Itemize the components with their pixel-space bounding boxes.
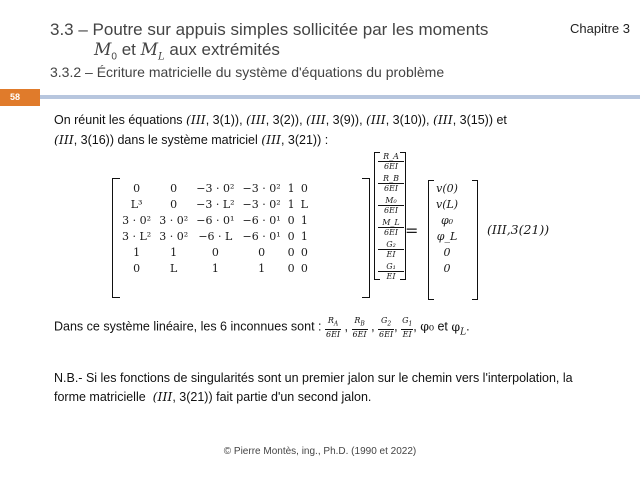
rhs-row <box>432 260 462 276</box>
matrix-cell: 3 · 0² <box>122 213 152 227</box>
matrix-cell: 0 <box>287 261 295 275</box>
rhs-row <box>432 244 462 260</box>
matrix-cell: 1 <box>258 261 266 275</box>
matrix-cell: 1 <box>133 245 141 259</box>
matrix-cell: −3 · L² <box>196 197 235 211</box>
intro-line-2: (III, 3(16)) dans le système matriciel (III, 3(21)) : <box>54 132 329 147</box>
matrix-cell: 1 <box>300 213 308 227</box>
fraction-numerator: M_L <box>378 218 404 228</box>
matrix-cell: 0 <box>287 245 295 259</box>
coefficient-matrix <box>118 180 311 276</box>
matrix-cell: 1 <box>287 197 295 211</box>
matrix-equation <box>110 150 510 280</box>
rhs-vector <box>432 180 462 276</box>
unknowns-sentence: Dans ce système linéaire, les 6 inconnues sont : $\frac{R_A}{6EI}$ , $\frac{R_B}{6EI}$ , $\frac{G_2}{6EI}$ , $\frac{G_1}{EI}$ , φ₀ et $\varphi_L$. <box>54 316 470 339</box>
rhs-cell: v(L) <box>436 197 459 211</box>
matrix-cell: 0 <box>300 181 308 195</box>
rhs-cell: v(0) <box>436 181 458 195</box>
matrix-cell: 0 <box>133 181 141 195</box>
matrix-cell: −6 · 0¹ <box>242 213 281 227</box>
matrix-row <box>118 244 311 260</box>
rhs-row <box>432 180 462 196</box>
matrix-right-bracket <box>362 178 370 298</box>
fraction-numerator: G₁ <box>378 262 404 272</box>
matrix-cell: 1 <box>300 229 308 243</box>
fraction-numerator: M₀ <box>378 196 404 206</box>
rhs-row <box>432 212 462 228</box>
nb-line-1: N.B.- Si les fonctions de singularités sont un premier jalon sur le chemin vers l'interpolation, la <box>54 371 573 385</box>
fraction-denominator: EI <box>386 272 396 281</box>
rhs-cell: 0 <box>443 245 451 259</box>
matrix-row <box>118 212 311 228</box>
equals-sign: = <box>405 221 419 240</box>
matrix-cell: −3 · 0² <box>242 197 281 211</box>
rhs-cell: φ₀ <box>440 213 454 227</box>
matrix-cell: L <box>170 261 178 275</box>
matrix-cell: 1 <box>287 181 295 195</box>
matrix-row <box>118 180 311 196</box>
matrix-cell: 0 <box>300 245 308 259</box>
matrix-cell: 0 <box>287 229 295 243</box>
matrix-cell: −6 · L <box>198 229 233 243</box>
matrix-cell: 0 <box>170 197 178 211</box>
rhs-row <box>432 196 462 212</box>
fraction-denominator: EI <box>386 250 396 259</box>
matrix-cell: 0 <box>258 245 266 259</box>
chapter-label: Chapitre 3 <box>570 21 630 36</box>
matrix-cell: 0 <box>300 261 308 275</box>
header-divider <box>40 95 640 99</box>
unknowns-right-bracket <box>400 152 406 280</box>
slide-title: 3.3 – Poutre sur appuis simples sollicitée par les moments <box>50 20 489 39</box>
nb-line-2: forme matricielle (III, 3(21)) fait partie d'un second jalon. <box>54 389 372 404</box>
matrix-cell: −3 · 0² <box>242 181 281 195</box>
matrix-cell: 3 · 0² <box>159 229 189 243</box>
fraction-denominator: 6EI <box>383 206 399 215</box>
matrix-cell: 0 <box>170 181 178 195</box>
fraction-denominator: 6EI <box>383 228 399 237</box>
matrix-row <box>118 228 311 244</box>
equation-label: (III,3(21)) <box>487 222 550 237</box>
matrix-cell: −6 · 0¹ <box>196 213 235 227</box>
matrix-cell: L³ <box>130 197 143 211</box>
fraction-denominator: 6EI <box>383 184 399 193</box>
page-number-badge: 58 <box>0 89 40 106</box>
matrix-cell: 1 <box>211 261 219 275</box>
matrix-row <box>118 196 311 212</box>
slide-subtitle: 3.3.2 – Écriture matricielle du système d'équations du problème <box>50 64 445 80</box>
matrix-cell: 1 <box>170 245 178 259</box>
rhs-cell: 0 <box>443 261 451 275</box>
fraction-numerator: G₂ <box>378 240 404 250</box>
matrix-row <box>118 260 311 276</box>
fraction-numerator: R_B <box>378 174 404 184</box>
matrix-cell: 0 <box>287 213 295 227</box>
matrix-cell: −6 · 0¹ <box>242 229 281 243</box>
matrix-cell: 0 <box>211 245 219 259</box>
matrix-cell: 3 · L² <box>122 229 152 243</box>
matrix-cell: 3 · 0² <box>159 213 189 227</box>
fraction-denominator: 6EI <box>383 162 399 171</box>
matrix-cell: −3 · 0² <box>196 181 235 195</box>
intro-line-1: On réunit les équations (III, 3(1)), (III, 3(2)), (III, 3(9)), (III, 3(10)), (III, 3(15)) et <box>54 112 507 127</box>
rhs-right-bracket <box>472 180 478 300</box>
rhs-cell: φ_L <box>436 229 458 243</box>
fraction-numerator: R_A <box>378 152 404 162</box>
footer-copyright: © Pierre Montès, ing., Ph.D. (1990 et 2022) <box>223 446 417 457</box>
matrix-cell: 0 <box>133 261 141 275</box>
slide-title-line2: $M_0$ et $M_L$ aux extrémités <box>94 40 280 63</box>
matrix-cell: L <box>300 197 308 211</box>
rhs-row <box>432 228 462 244</box>
